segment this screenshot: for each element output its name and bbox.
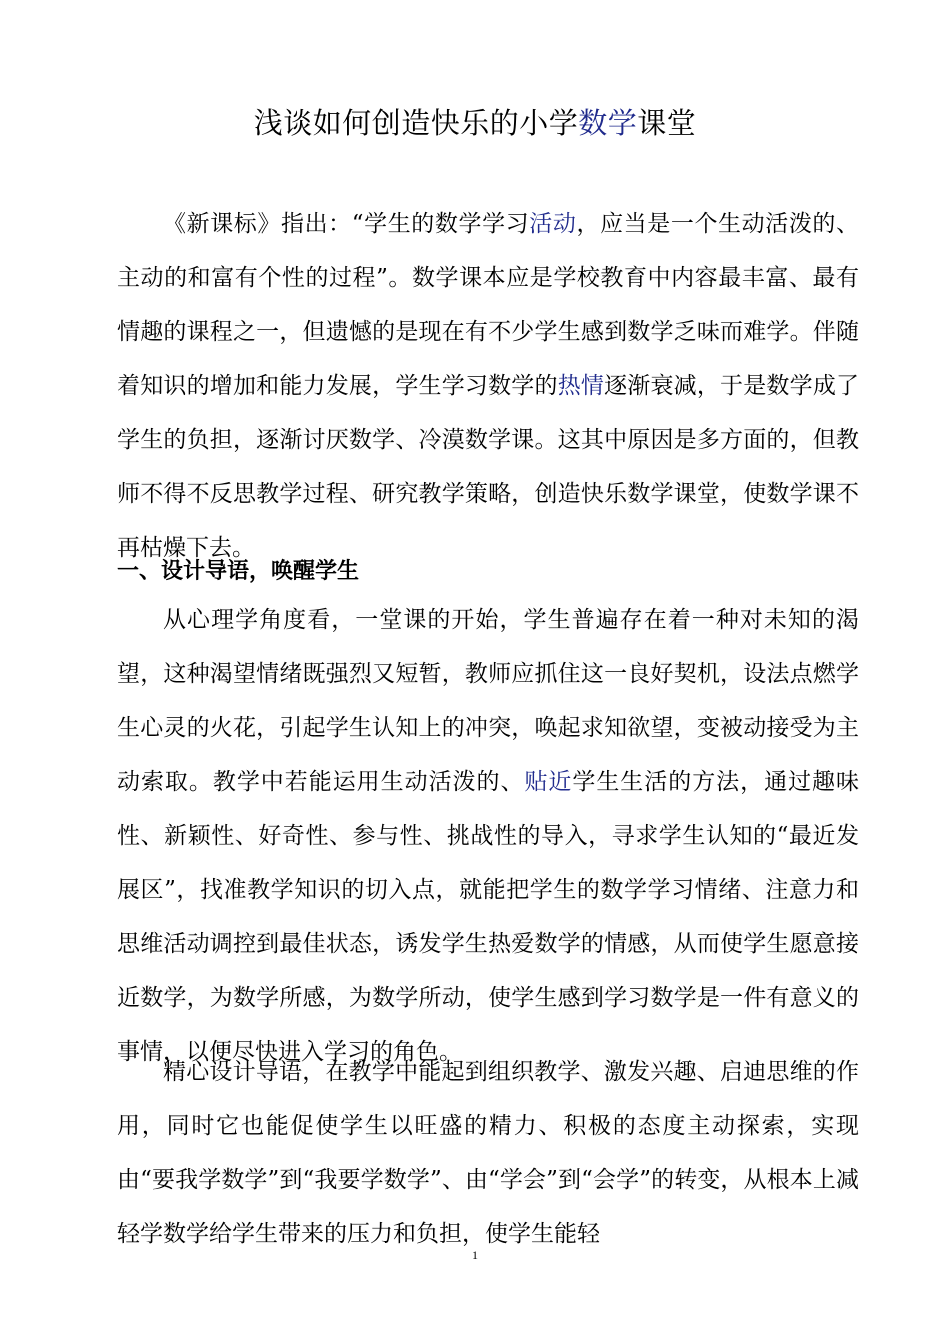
paragraph-text: 逐渐衰减，于是数学成了学生的负担，逐渐讨厌数学、冷漠数学课。这其中原因是多方面的，但教师不得不反思教学过程、研究教学策略，创造快乐数学课堂，使数学课不再枯燥下去。	[117, 373, 860, 561]
keyword-link-close[interactable]: 贴近	[524, 769, 573, 795]
title-suffix: 课堂	[637, 106, 697, 140]
page-number: 1	[472, 1248, 478, 1262]
paragraph-text: 从心理学角度看，一堂课的开始，学生普遍存在着一种对未知的渴望，这种渴望情绪既强烈又短暂，教师应抓住这一良好契机，设法点燃学生心灵的火花，引起学生认知上的冲突，唤起求知欲望，变被动接受为主动索取。教学中若能运用生动活泼的、	[117, 607, 859, 795]
keyword-link-activity[interactable]: 活动	[529, 211, 577, 237]
title-keyword-link[interactable]: 数学	[578, 106, 638, 140]
paragraph-intro	[117, 197, 859, 575]
keyword-link-enthusiasm[interactable]: 热情	[557, 373, 605, 399]
paragraph-section1	[117, 593, 859, 1079]
paragraph-text: 《新课标》指出：“学生的数学学习	[163, 211, 530, 237]
paragraph-section1-continued: 精心设计导语，在教学中能起到组织教学、激发兴趣、启迪思维的作用，同时它也能促使学生以旺盛的精力、积极的态度主动探索，实现由“要我学数学”到“我要学数学”、由“学会”到“会学”的转变，从根本上减轻学数学给学生带来的压力和负担，使学生能轻	[117, 1059, 859, 1247]
paragraph-text: 学生生活的方法，通过趣味性、新颖性、好奇性、参与性、挑战性的导入，寻求学生认知的“最近发展区”，找准教学知识的切入点，就能把学生的数学学习情绪、注意力和思维活动调控到最佳状态，诱发学生热爱数学的情感，从而使学生愿意接近数学，为数学所感，为数学所动，使学生感到学习数学是一件有意义的事情，以便尽快进入学习的角色。	[117, 769, 860, 1065]
title-prefix: 浅谈如何创造快乐的小学	[253, 106, 579, 140]
paragraph-text: ，应当是一个生动活泼的、主动的和富有个性的过程”。数学课本应是学校教育中内容最丰富、最有情趣的课程之一，但遗憾的是现在有不少学生感到数学乏味而难学。伴随着知识的增加和能力发展，学生学习数学的	[117, 211, 860, 399]
document-title	[0, 103, 950, 143]
section-heading: 一、设计导语，唤醒学生	[117, 559, 360, 584]
